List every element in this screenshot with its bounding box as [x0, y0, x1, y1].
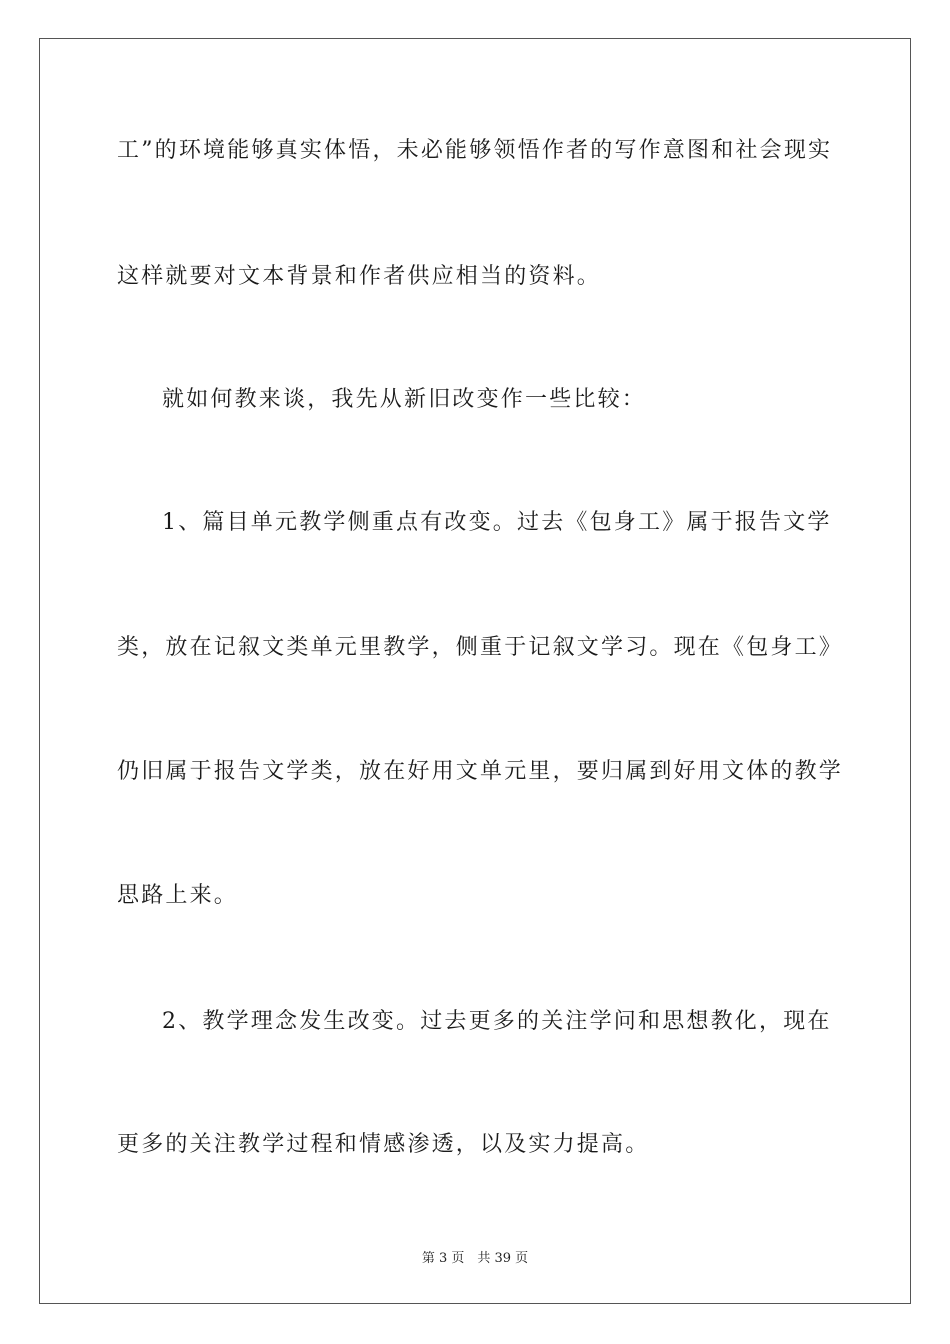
paragraph-line: 1、篇目单元教学侧重点有改变。过去《包身工》属于报告文学 [162, 510, 832, 535]
paragraph-line: 思路上来。 [117, 883, 239, 908]
paragraph-line: 工”的环境能够真实体悟，未必能够领悟作者的写作意图和社会现实 [117, 138, 833, 163]
page-border [39, 38, 911, 1304]
paragraph-line: 就如何教来谈，我先从新旧改变作一些比较： [162, 387, 647, 412]
paragraph-line: 更多的关注教学过程和情感渗透，以及实力提高。 [117, 1132, 650, 1157]
paragraph-line: 2、教学理念发生改变。过去更多的关注学问和思想教化，现在 [162, 1009, 832, 1034]
paragraph-line: 类，放在记叙文类单元里教学，侧重于记叙文学习。现在《包身工》 [117, 635, 844, 660]
paragraph-line: 这样就要对文本背景和作者供应相当的资料。 [117, 264, 602, 289]
page-number-footer: 第 3 页 共 39 页 [421, 1251, 529, 1266]
paragraph-line: 仍旧属于报告文学类，放在好用文单元里，要归属到好用文体的教学 [117, 759, 844, 784]
